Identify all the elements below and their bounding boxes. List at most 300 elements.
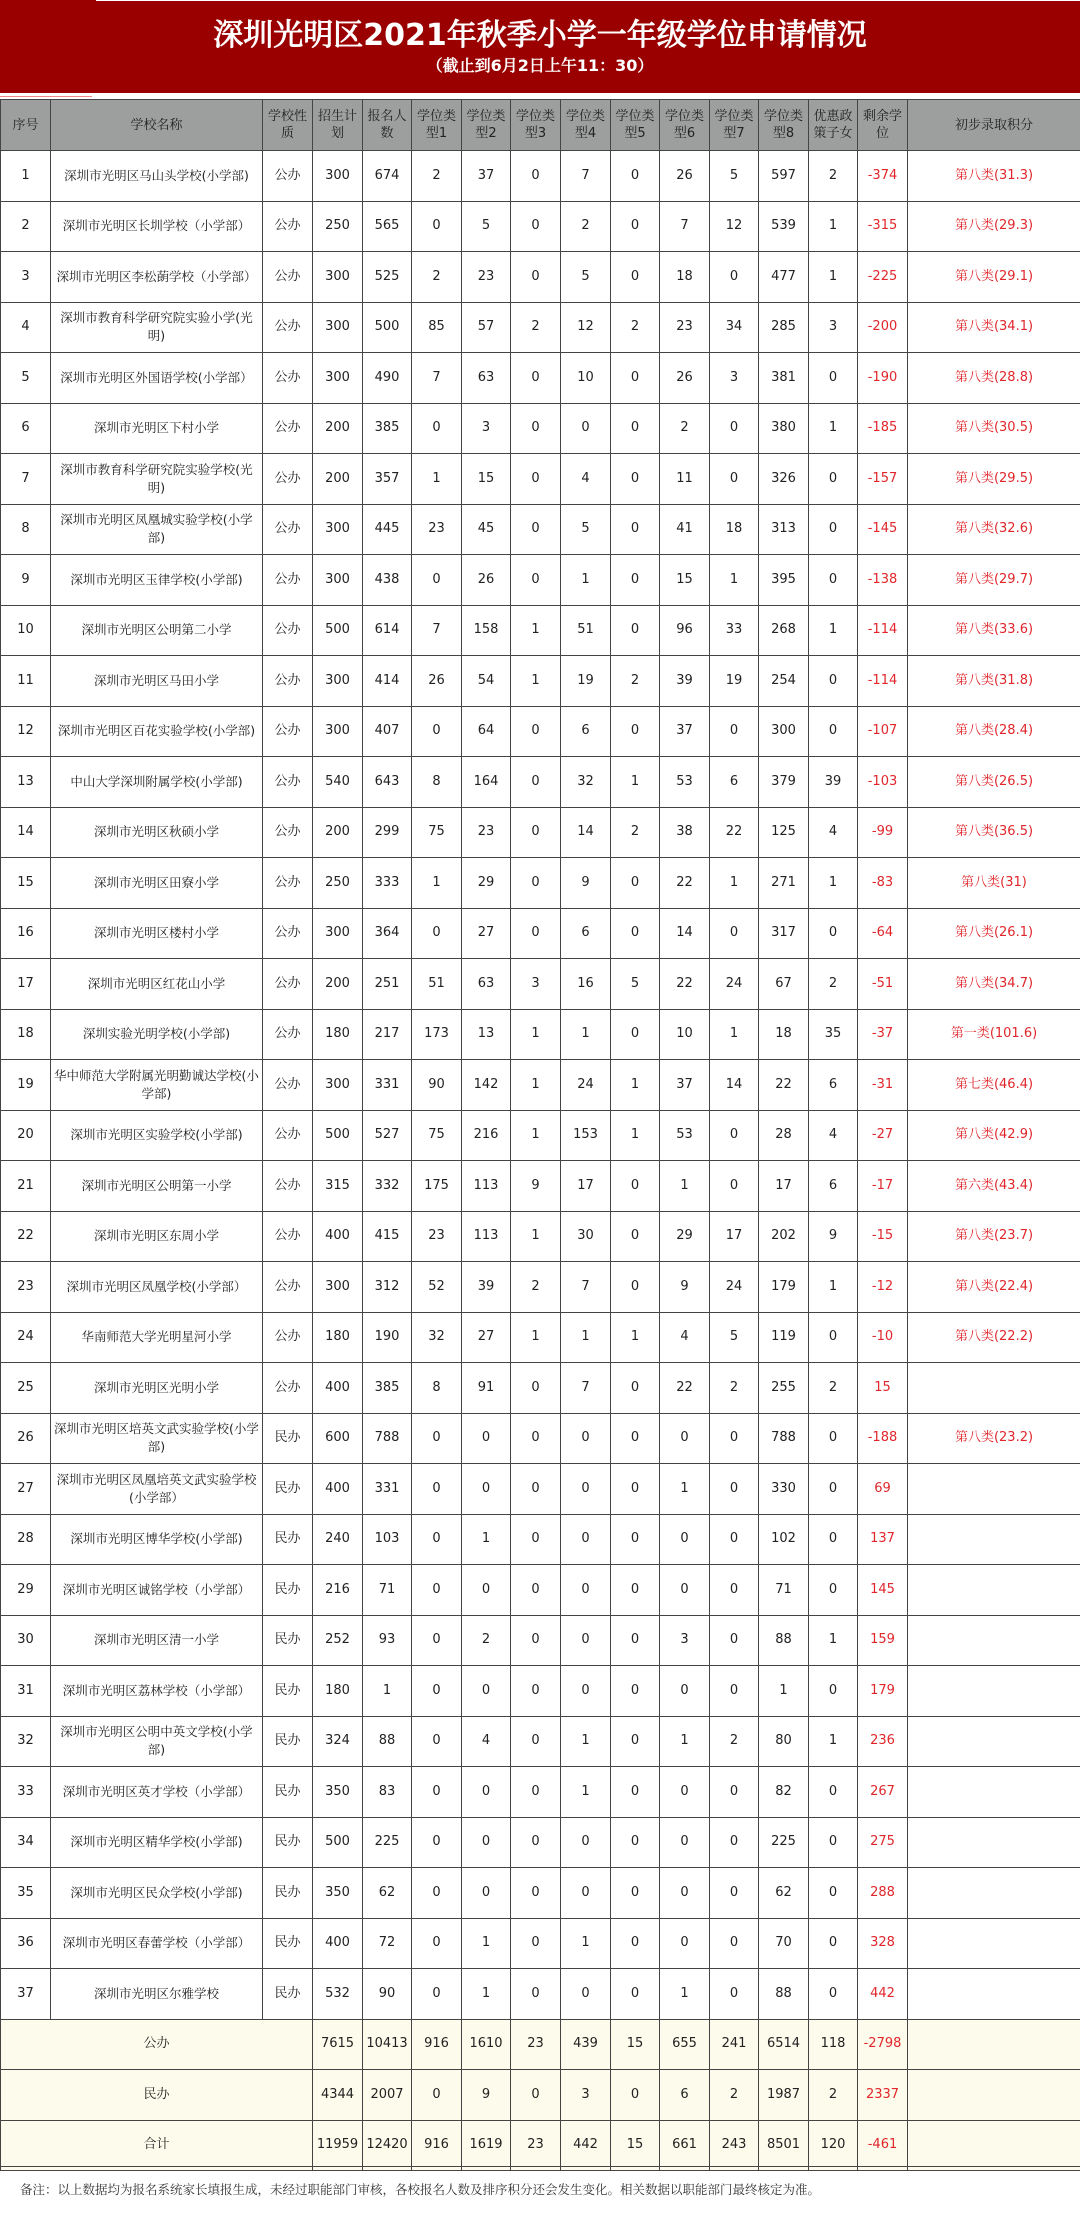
table-row (1, 1969, 1080, 2020)
type-8-cell: 80 (759, 1716, 809, 1767)
type-1-cell: 0 (412, 1514, 462, 1565)
enrollment-plan-cell: 300 (313, 1060, 363, 1111)
enrollment-plan-cell: 324 (313, 1716, 363, 1767)
type-5-cell: 0 (611, 1161, 660, 1212)
enrollment-plan-cell: 250 (313, 201, 363, 252)
enrollment-plan-cell: 216 (313, 1565, 363, 1616)
remaining-seats-cell: 328 (858, 1918, 908, 1969)
type-8-cell: 22 (759, 1060, 809, 1111)
summary-value: 23 (511, 2019, 561, 2070)
type-3-cell: 0 (511, 353, 561, 404)
policy-children-cell: 0 (809, 706, 858, 757)
type-8-cell: 300 (759, 706, 809, 757)
remaining-seats-cell: -51 (858, 959, 908, 1010)
type-2-cell: 39 (462, 1262, 511, 1313)
applicants-cell: 83 (363, 1767, 412, 1818)
table-row (1, 1666, 1080, 1717)
policy-children-cell: 0 (809, 908, 858, 959)
type-4-cell: 0 (561, 1969, 611, 2020)
type-6-cell: 10 (660, 1009, 710, 1060)
type-2-cell: 1 (462, 1969, 511, 2020)
summary-value: 4344 (313, 2070, 363, 2121)
enrollment-plan-cell: 180 (313, 1312, 363, 1363)
column-header: 学位类型2 (462, 100, 511, 151)
applicants-cell: 415 (363, 1211, 412, 1262)
applicants-cell: 331 (363, 1464, 412, 1515)
policy-children-cell: 2 (809, 1363, 858, 1414)
summary-value: 243 (710, 2120, 759, 2171)
admission-score-cell: 第八类(31) (908, 858, 1080, 909)
admission-score-cell: 第八类(36.5) (908, 807, 1080, 858)
type-2-cell: 26 (462, 555, 511, 606)
type-2-cell: 4 (462, 1716, 511, 1767)
school-name-cell: 深圳市光明区李松蓢学校（小学部） (51, 252, 263, 303)
applicants-cell: 385 (363, 1363, 412, 1414)
admission-score-cell (908, 1767, 1080, 1818)
policy-children-cell: 0 (809, 1413, 858, 1464)
type-6-cell: 1 (660, 1716, 710, 1767)
remaining-seats-cell: 275 (858, 1817, 908, 1868)
enrollment-plan-cell: 600 (313, 1413, 363, 1464)
applicants-cell: 90 (363, 1969, 412, 2020)
type-3-cell: 0 (511, 201, 561, 252)
type-8-cell: 18 (759, 1009, 809, 1060)
type-8-cell: 255 (759, 1363, 809, 1414)
school-type-cell: 民办 (263, 1666, 313, 1717)
school-type-cell: 公办 (263, 1009, 313, 1060)
type-8-cell: 88 (759, 1615, 809, 1666)
type-3-cell: 0 (511, 1615, 561, 1666)
remaining-seats-cell: 159 (858, 1615, 908, 1666)
row-index-cell: 10 (1, 605, 51, 656)
admission-score-cell: 第八类(29.7) (908, 555, 1080, 606)
applicants-cell: 93 (363, 1615, 412, 1666)
school-name-cell: 深圳市光明区百花实验学校(小学部) (51, 706, 263, 757)
applicants-cell: 225 (363, 1817, 412, 1868)
remaining-seats-cell: -103 (858, 757, 908, 808)
table-row (1, 1060, 1080, 1111)
type-5-cell: 0 (611, 1716, 660, 1767)
type-5-cell: 2 (611, 302, 660, 353)
type-8-cell: 82 (759, 1767, 809, 1818)
remaining-seats-cell: -12 (858, 1262, 908, 1313)
type-8-cell: 381 (759, 353, 809, 404)
enrollment-plan-cell: 300 (313, 908, 363, 959)
type-6-cell: 9 (660, 1262, 710, 1313)
school-type-cell: 民办 (263, 1767, 313, 1818)
enrollment-plan-cell: 300 (313, 151, 363, 202)
type-1-cell: 75 (412, 807, 462, 858)
type-1-cell: 0 (412, 1716, 462, 1767)
school-name-cell: 深圳市光明区精华学校(小学部) (51, 1817, 263, 1868)
type-7-cell: 0 (710, 908, 759, 959)
policy-children-cell: 1 (809, 201, 858, 252)
admission-score-cell: 第八类(31.3) (908, 151, 1080, 202)
type-5-cell: 0 (611, 1413, 660, 1464)
summary-label: 公办 (1, 2019, 313, 2070)
applicants-cell: 190 (363, 1312, 412, 1363)
applicants-cell: 643 (363, 757, 412, 808)
type-7-cell: 0 (710, 1615, 759, 1666)
table-row (1, 1161, 1080, 1212)
type-4-cell: 0 (561, 1817, 611, 1868)
type-2-cell: 37 (462, 151, 511, 202)
type-7-cell: 1 (710, 1009, 759, 1060)
table-row (1, 1211, 1080, 1262)
enrollment-plan-cell: 400 (313, 1918, 363, 1969)
type-6-cell: 39 (660, 656, 710, 707)
type-4-cell: 9 (561, 858, 611, 909)
type-1-cell: 90 (412, 1060, 462, 1111)
column-header: 学位类型4 (561, 100, 611, 151)
type-8-cell: 102 (759, 1514, 809, 1565)
type-4-cell: 1 (561, 1918, 611, 1969)
type-8-cell: 313 (759, 504, 809, 555)
admission-score-cell: 第八类(33.6) (908, 605, 1080, 656)
policy-children-cell: 4 (809, 807, 858, 858)
type-7-cell: 3 (710, 353, 759, 404)
school-type-cell: 公办 (263, 807, 313, 858)
type-4-cell: 51 (561, 605, 611, 656)
type-5-cell: 0 (611, 1565, 660, 1616)
type-2-cell: 91 (462, 1363, 511, 1414)
type-2-cell: 0 (462, 1767, 511, 1818)
type-4-cell: 5 (561, 504, 611, 555)
admission-score-cell: 第七类(46.4) (908, 1060, 1080, 1111)
remaining-seats-cell: -225 (858, 252, 908, 303)
type-1-cell: 0 (412, 706, 462, 757)
policy-children-cell: 0 (809, 1868, 858, 1919)
admission-score-cell: 第八类(29.5) (908, 454, 1080, 505)
applicants-cell: 1 (363, 1666, 412, 1717)
school-name-cell: 深圳市光明区凤凰城实验学校(小学部) (51, 504, 263, 555)
type-3-cell: 3 (511, 959, 561, 1010)
type-1-cell: 0 (412, 1918, 462, 1969)
remaining-seats-cell: -37 (858, 1009, 908, 1060)
type-3-cell: 0 (511, 1868, 561, 1919)
remaining-seats-cell: -99 (858, 807, 908, 858)
type-5-cell: 0 (611, 1009, 660, 1060)
admission-score-cell (908, 1514, 1080, 1565)
admission-score-cell: 第八类(29.1) (908, 252, 1080, 303)
school-type-cell: 公办 (263, 302, 313, 353)
admission-score-cell (908, 1969, 1080, 2020)
school-type-cell: 公办 (263, 353, 313, 404)
policy-children-cell: 35 (809, 1009, 858, 1060)
type-7-cell: 2 (710, 1716, 759, 1767)
type-1-cell: 0 (412, 555, 462, 606)
type-6-cell: 1 (660, 1969, 710, 2020)
type-7-cell: 14 (710, 1060, 759, 1111)
table-row (1, 908, 1080, 959)
admission-score-cell: 第八类(29.3) (908, 201, 1080, 252)
table-row (1, 1868, 1080, 1919)
type-3-cell: 0 (511, 504, 561, 555)
admission-score-cell: 第八类(28.8) (908, 353, 1080, 404)
type-5-cell: 0 (611, 454, 660, 505)
summary-value: 6514 (759, 2019, 809, 2070)
school-type-cell: 公办 (263, 656, 313, 707)
type-1-cell: 2 (412, 151, 462, 202)
summary-value: -461 (858, 2120, 908, 2171)
type-3-cell: 0 (511, 403, 561, 454)
school-name-cell: 深圳市光明区马山头学校(小学部) (51, 151, 263, 202)
school-type-cell: 民办 (263, 1565, 313, 1616)
type-7-cell: 0 (710, 1817, 759, 1868)
type-4-cell: 0 (561, 1413, 611, 1464)
type-6-cell: 37 (660, 1060, 710, 1111)
type-2-cell: 113 (462, 1161, 511, 1212)
type-2-cell: 5 (462, 201, 511, 252)
type-8-cell: 268 (759, 605, 809, 656)
type-1-cell: 7 (412, 353, 462, 404)
type-2-cell: 57 (462, 302, 511, 353)
enrollment-plan-cell: 315 (313, 1161, 363, 1212)
type-7-cell: 0 (710, 1767, 759, 1818)
type-4-cell: 1 (561, 555, 611, 606)
column-header: 学位类型6 (660, 100, 710, 151)
type-6-cell: 15 (660, 555, 710, 606)
applicants-cell: 217 (363, 1009, 412, 1060)
school-type-cell: 公办 (263, 605, 313, 656)
admission-score-cell: 第八类(42.9) (908, 1110, 1080, 1161)
applicants-cell: 525 (363, 252, 412, 303)
row-index-cell: 15 (1, 858, 51, 909)
applicants-cell: 414 (363, 656, 412, 707)
type-1-cell: 173 (412, 1009, 462, 1060)
type-1-cell: 0 (412, 1969, 462, 2020)
type-3-cell: 0 (511, 1413, 561, 1464)
policy-children-cell: 1 (809, 858, 858, 909)
admission-score-cell: 第八类(30.5) (908, 403, 1080, 454)
school-name-cell: 深圳市光明区荔林学校（小学部） (51, 1666, 263, 1717)
type-2-cell: 0 (462, 1868, 511, 1919)
type-3-cell: 0 (511, 1817, 561, 1868)
policy-children-cell: 1 (809, 1716, 858, 1767)
enrollment-plan-cell: 300 (313, 656, 363, 707)
policy-children-cell: 1 (809, 1615, 858, 1666)
footer-note: 备注：以上数据均为报名系统家长填报生成，未经过职能部门审核，各校报名人数及排序积分还会发生变化。相关数据以职能部门最终核定为准。 (0, 2166, 1080, 2212)
type-2-cell: 0 (462, 1413, 511, 1464)
school-name-cell: 深圳市教育科学研究院实验学校(光明) (51, 454, 263, 505)
type-7-cell: 0 (710, 1969, 759, 2020)
type-1-cell: 26 (412, 656, 462, 707)
admission-score-cell: 第八类(26.1) (908, 908, 1080, 959)
policy-children-cell: 0 (809, 1767, 858, 1818)
type-5-cell: 2 (611, 656, 660, 707)
type-3-cell: 9 (511, 1161, 561, 1212)
type-8-cell: 88 (759, 1969, 809, 2020)
type-4-cell: 1 (561, 1312, 611, 1363)
type-6-cell: 37 (660, 706, 710, 757)
admission-score-cell: 第一类(101.6) (908, 1009, 1080, 1060)
remaining-seats-cell: -315 (858, 201, 908, 252)
applicants-cell: 103 (363, 1514, 412, 1565)
school-type-cell: 公办 (263, 201, 313, 252)
type-4-cell: 12 (561, 302, 611, 353)
applicants-cell: 438 (363, 555, 412, 606)
type-2-cell: 216 (462, 1110, 511, 1161)
enrollment-plan-cell: 500 (313, 605, 363, 656)
enrollment-plan-cell: 400 (313, 1211, 363, 1262)
enrollment-plan-cell: 300 (313, 555, 363, 606)
column-header: 初步录取积分 (908, 100, 1080, 151)
summary-value: 241 (710, 2019, 759, 2070)
type-1-cell: 0 (412, 1565, 462, 1616)
type-7-cell: 0 (710, 403, 759, 454)
type-5-cell: 0 (611, 1211, 660, 1262)
type-8-cell: 225 (759, 1817, 809, 1868)
admission-score-cell (908, 1716, 1080, 1767)
type-3-cell: 0 (511, 858, 561, 909)
type-5-cell: 2 (611, 807, 660, 858)
type-1-cell: 8 (412, 1363, 462, 1414)
type-4-cell: 0 (561, 1514, 611, 1565)
enrollment-plan-cell: 300 (313, 353, 363, 404)
school-name-cell: 深圳市光明区田寮小学 (51, 858, 263, 909)
type-8-cell: 597 (759, 151, 809, 202)
type-2-cell: 164 (462, 757, 511, 808)
type-4-cell: 0 (561, 1868, 611, 1919)
remaining-seats-cell: 179 (858, 1666, 908, 1717)
row-index-cell: 9 (1, 555, 51, 606)
type-5-cell: 0 (611, 1666, 660, 1717)
summary-value: 655 (660, 2019, 710, 2070)
enrollment-plan-cell: 200 (313, 959, 363, 1010)
type-5-cell: 0 (611, 605, 660, 656)
type-6-cell: 53 (660, 1110, 710, 1161)
table-row (1, 1918, 1080, 1969)
type-4-cell: 6 (561, 908, 611, 959)
remaining-seats-cell: 69 (858, 1464, 908, 1515)
school-name-cell: 华南师范大学光明星河小学 (51, 1312, 263, 1363)
school-name-cell: 深圳市光明区楼村小学 (51, 908, 263, 959)
type-2-cell: 29 (462, 858, 511, 909)
remaining-seats-cell: -374 (858, 151, 908, 202)
school-name-cell: 深圳市光明区红花山小学 (51, 959, 263, 1010)
type-4-cell: 19 (561, 656, 611, 707)
policy-children-cell: 1 (809, 605, 858, 656)
summary-value: 6 (660, 2070, 710, 2121)
type-2-cell: 142 (462, 1060, 511, 1111)
type-4-cell: 1 (561, 1009, 611, 1060)
row-index-cell: 17 (1, 959, 51, 1010)
enrollment-plan-cell: 300 (313, 302, 363, 353)
enrollment-table (0, 99, 1080, 2171)
type-8-cell: 285 (759, 302, 809, 353)
summary-row (1, 2070, 1080, 2121)
applicants-cell: 788 (363, 1413, 412, 1464)
school-type-cell: 民办 (263, 1464, 313, 1515)
column-header: 学位类型1 (412, 100, 462, 151)
type-3-cell: 0 (511, 252, 561, 303)
type-8-cell: 539 (759, 201, 809, 252)
type-7-cell: 0 (710, 1514, 759, 1565)
type-6-cell: 38 (660, 807, 710, 858)
type-2-cell: 0 (462, 1565, 511, 1616)
admission-score-cell: 第八类(26.5) (908, 757, 1080, 808)
type-6-cell: 96 (660, 605, 710, 656)
school-name-cell: 深圳市光明区清一小学 (51, 1615, 263, 1666)
applicants-cell: 445 (363, 504, 412, 555)
type-7-cell: 0 (710, 252, 759, 303)
enrollment-plan-cell: 400 (313, 1464, 363, 1515)
school-name-cell: 深圳市光明区秋硕小学 (51, 807, 263, 858)
summary-value: 442 (561, 2120, 611, 2171)
school-type-cell: 公办 (263, 908, 313, 959)
type-7-cell: 0 (710, 1666, 759, 1717)
school-name-cell: 深圳市光明区实验学校(小学部) (51, 1110, 263, 1161)
type-4-cell: 7 (561, 1262, 611, 1313)
type-6-cell: 26 (660, 353, 710, 404)
type-7-cell: 0 (710, 1918, 759, 1969)
summary-value: 0 (412, 2070, 462, 2121)
column-header: 招生计划 (313, 100, 363, 151)
school-name-cell: 深圳市光明区东周小学 (51, 1211, 263, 1262)
type-6-cell: 22 (660, 858, 710, 909)
enrollment-plan-cell: 200 (313, 403, 363, 454)
remaining-seats-cell: 442 (858, 1969, 908, 2020)
row-index-cell: 29 (1, 1565, 51, 1616)
school-name-cell: 深圳市光明区民众学校(小学部) (51, 1868, 263, 1919)
type-8-cell: 380 (759, 403, 809, 454)
type-8-cell: 317 (759, 908, 809, 959)
type-2-cell: 27 (462, 1312, 511, 1363)
summary-value: 0 (611, 2070, 660, 2121)
type-5-cell: 0 (611, 1615, 660, 1666)
school-type-cell: 民办 (263, 1413, 313, 1464)
summary-value: -2798 (858, 2019, 908, 2070)
policy-children-cell: 0 (809, 656, 858, 707)
school-name-cell: 深圳市光明区外国语学校(小学部） (51, 353, 263, 404)
type-1-cell: 75 (412, 1110, 462, 1161)
applicants-cell: 364 (363, 908, 412, 959)
table-row (1, 1817, 1080, 1868)
type-7-cell: 5 (710, 1312, 759, 1363)
summary-value: 1987 (759, 2070, 809, 2121)
table-row (1, 858, 1080, 909)
school-type-cell: 公办 (263, 1363, 313, 1414)
type-2-cell: 63 (462, 353, 511, 404)
table-row (1, 1615, 1080, 1666)
applicants-cell: 674 (363, 151, 412, 202)
type-1-cell: 0 (412, 1413, 462, 1464)
type-3-cell: 2 (511, 1262, 561, 1313)
school-type-cell: 公办 (263, 252, 313, 303)
enrollment-plan-cell: 300 (313, 706, 363, 757)
summary-value: 2 (809, 2070, 858, 2121)
type-5-cell: 1 (611, 1110, 660, 1161)
enrollment-plan-cell: 300 (313, 252, 363, 303)
row-index-cell: 8 (1, 504, 51, 555)
enrollment-plan-cell: 200 (313, 807, 363, 858)
admission-score-cell: 第八类(23.7) (908, 1211, 1080, 1262)
summary-value: 12420 (363, 2120, 412, 2171)
table-row (1, 403, 1080, 454)
row-index-cell: 32 (1, 1716, 51, 1767)
table-row (1, 1767, 1080, 1818)
admission-score-cell (908, 1868, 1080, 1919)
type-6-cell: 2 (660, 403, 710, 454)
type-3-cell: 1 (511, 1211, 561, 1262)
type-3-cell: 1 (511, 1110, 561, 1161)
type-7-cell: 24 (710, 959, 759, 1010)
type-6-cell: 1 (660, 1161, 710, 1212)
column-header: 学校名称 (51, 100, 263, 151)
type-1-cell: 0 (412, 403, 462, 454)
school-name-cell: 深圳市光明区春蕾学校（小学部） (51, 1918, 263, 1969)
remaining-seats-cell: -200 (858, 302, 908, 353)
